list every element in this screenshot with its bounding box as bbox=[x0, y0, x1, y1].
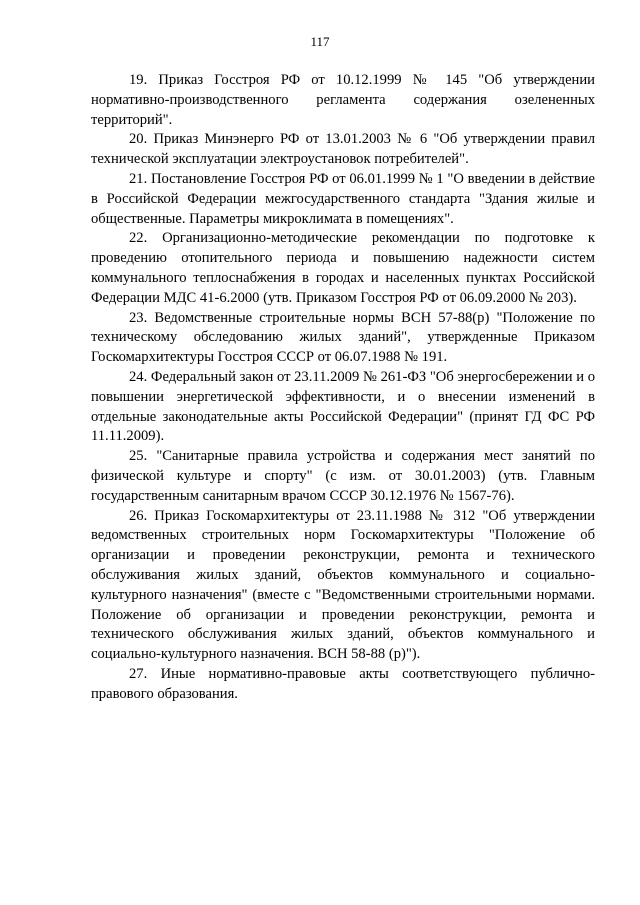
list-item-24: 24. Федеральный закон от 23.11.2009 № 261-ФЗ "Об энергосбережении и о повышении энергетической эффективности, и о внесении изменений в отдельные законодательные акты Российской Федерации" (принят ГД ФС РФ 11.11.2009). bbox=[91, 368, 595, 445]
list-item-19: 19. Приказ Госстроя РФ от 10.12.1999 № 145 "Об утверждении нормативно-производственного регламента содержания озелененных территорий". bbox=[91, 72, 595, 128]
list-item-25: 25. "Санитарные правила устройства и содержания мест занятий по физической культуре и спорту" (с изм. от 30.01.2003) (утв. Главным государственным санитарным врачом СССР 30.12.1976 № 1567-76). bbox=[91, 448, 595, 504]
list-item-26: 26. Приказ Госкомархитектуры от 23.11.1988 № 312 "Об утверждении ведомственных строительных норм Госкомархитектуры "Положение об организации и проведении реконструкции, ремонта и технического обслуживания жилых зданий, объектов коммунального и социально-культурного назначения" (вместе с "Ведомственными строительными нормами. Положение об организации и проведении реконструкции, ремонта и технического обслуживания жилых зданий, объектов коммунального и социально-культурного назначения. ВСН 58-88 (р)"). bbox=[91, 507, 595, 663]
list-item-21: 21. Постановление Госстроя РФ от 06.01.1999 № 1 "О введении в действие в Российской Федерации межгосударственного стандарта "Здания жилые и общественные. Параметры микроклимата в помещениях". bbox=[91, 170, 595, 227]
list-item-20: 20. Приказ Минэнерго РФ от 13.01.2003 № 6 "Об утверждении правил технической эксплуатации электроустановок потребителей". bbox=[91, 131, 595, 168]
list-item-23: 23. Ведомственные строительные нормы ВСН 57-88(р) "Положение по техническому обследованию жилых зданий", утвержденные Приказом Госкомархитектуры Госстроя СССР от 06.07.1988 № 191. bbox=[91, 309, 595, 366]
list-item-22: 22. Организационно-методические рекомендации по подготовке к проведению отопительного периода и повышению надежности систем коммунального теплоснабжения в городах и населенных пунктах Российской Федерации МДС 41-6.2000 (утв. Приказом Госстроя РФ от 06.09.2000 № 203). bbox=[91, 230, 595, 306]
page-number: 117 bbox=[310, 34, 330, 49]
document-body bbox=[91, 71, 595, 705]
list-item-27: 27. Иные нормативно-правовые акты соответствующего публично-правового образования. bbox=[91, 665, 595, 702]
